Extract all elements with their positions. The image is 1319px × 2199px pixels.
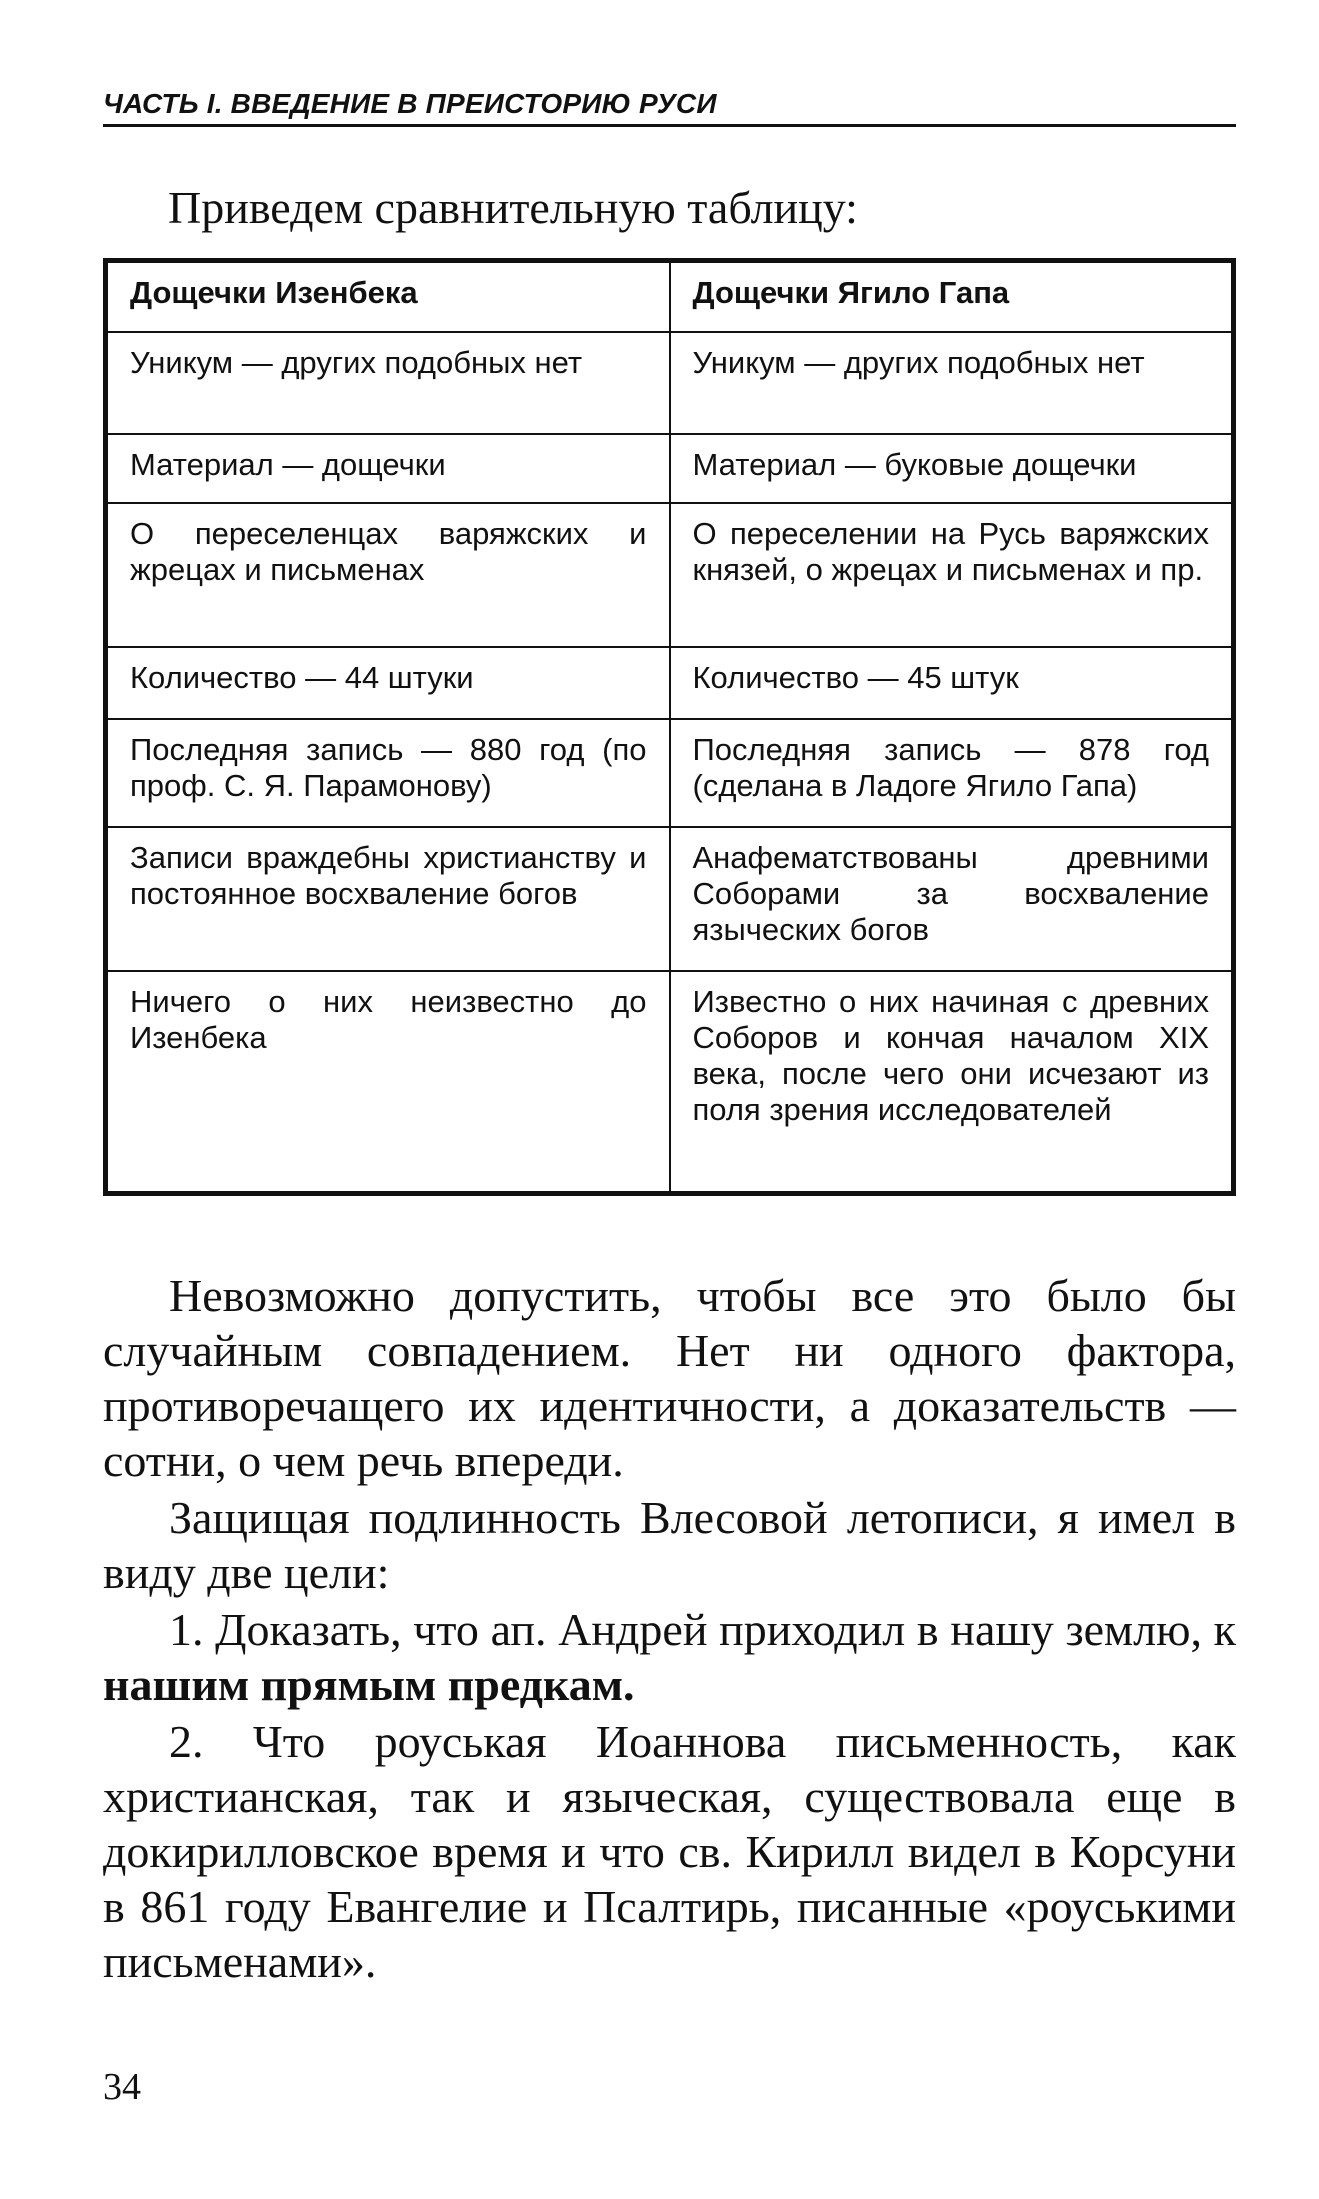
- table-row: [106, 971, 1234, 1193]
- comparison-table: [103, 258, 1236, 1196]
- table-cell: Уникум — других подобных нет: [670, 332, 1234, 434]
- table-cell: Материал — дощечки: [106, 434, 670, 503]
- running-head: ЧАСТЬ I. ВВЕДЕНИЕ В ПРЕИСТОРИЮ РУСИ: [103, 88, 1236, 127]
- table-row: [106, 647, 1234, 719]
- table-row: [106, 503, 1234, 647]
- list-item: [103, 1602, 1236, 1712]
- table-cell: Анафематствованы древними Соборами за восхваление языческих богов: [670, 827, 1234, 971]
- table-cell: Количество — 45 штук: [670, 647, 1234, 719]
- table-cell: Записи враждебны христианству и постоянное восхваление богов: [106, 827, 670, 971]
- table-intro: Приведем сравнительную таблицу:: [168, 182, 858, 233]
- table-header-row: [106, 261, 1234, 333]
- table-row: [106, 434, 1234, 503]
- table-row: [106, 827, 1234, 971]
- emphasis: нашим прямым предкам.: [103, 1659, 635, 1710]
- list-item: 2. Что роуськая Иоаннова письменность, как христианская, так и языческая, существовала еще в докирилловское время и что св. Кирилл видел в Корсуни в 861 году Евангелие и Псалтирь, писанные «роуськими письменами».: [103, 1716, 1236, 1987]
- table-cell: Уникум — других подобных нет: [106, 332, 670, 434]
- table-cell: О переселении на Русь варяжских князей, о жрецах и письменах и пр.: [670, 503, 1234, 647]
- table-cell: Количество — 44 штуки: [106, 647, 670, 719]
- table-header: Дощечки Изенбека: [106, 261, 670, 333]
- table-header: Дощечки Ягило Гапа: [670, 261, 1234, 333]
- table-row: [106, 332, 1234, 434]
- table-row: [106, 719, 1234, 827]
- paragraph: Невозможно допустить, чтобы все это было бы случайным совпадением. Нет ни одного фактора, противоречащего их идентичности, а доказательств — сотни, о чем речь впереди.: [103, 1270, 1236, 1486]
- body-text: [103, 1268, 1236, 1991]
- table-cell: Последняя запись — 878 год (сделана в Ладоге Ягило Гапа): [670, 719, 1234, 827]
- table-cell: О переселенцах варяжских и жрецах и письменах: [106, 503, 670, 647]
- table-cell: Последняя запись — 880 год (по проф. С. Я. Парамонову): [106, 719, 670, 827]
- paragraph: Защищая подлинность Влесовой летописи, я имел в виду две цели:: [103, 1492, 1236, 1598]
- table-cell: Известно о них начиная с древних Соборов и кончая началом XIX века, после чего они исчезают из поля зрения исследователей: [670, 971, 1234, 1193]
- table-cell: Ничего о них неизвестно до Изенбека: [106, 971, 670, 1193]
- list-item-text: 1. Доказать, что ап. Андрей приходил в нашу землю, к: [169, 1604, 1236, 1655]
- page-number: 34: [103, 2066, 141, 2108]
- table-cell: Материал — буковые дощечки: [670, 434, 1234, 503]
